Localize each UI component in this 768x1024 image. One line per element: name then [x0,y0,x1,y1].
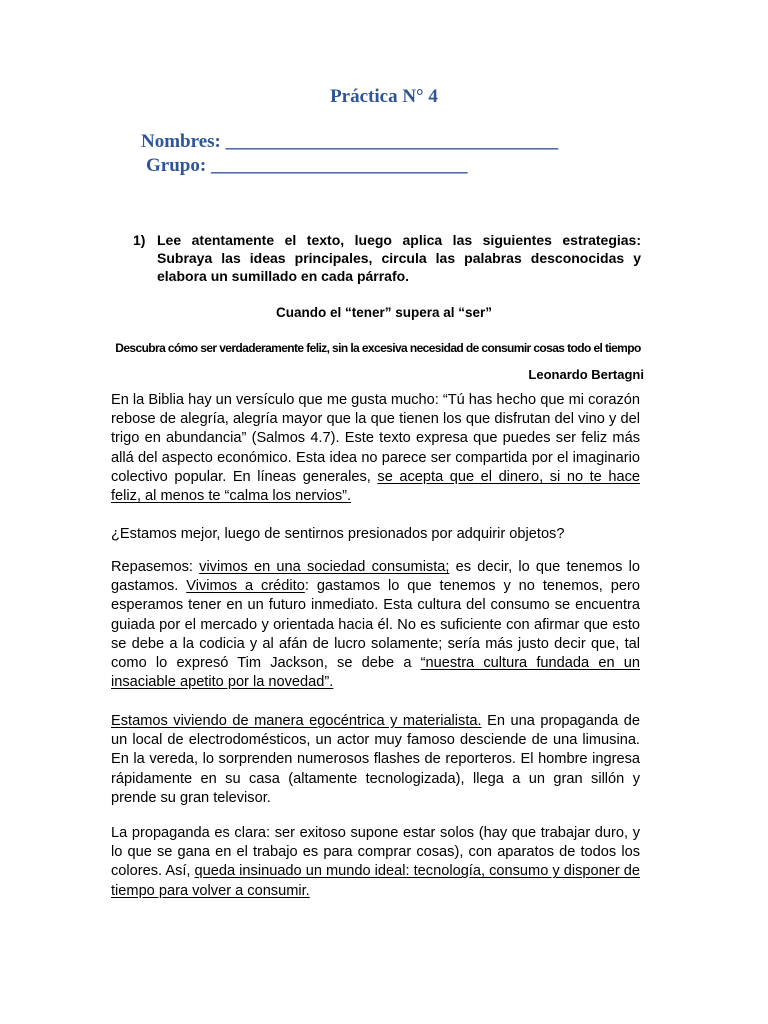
article-author: Leonardo Bertagni [528,367,644,382]
paragraph-3-underlined-3: “nuestra cultura fundada en un insaciable apetito por la novedad”. [111,655,640,691]
paragraph-1-text: En la Biblia hay un versículo que me gusta mucho: “Tú has hecho que mi corazón rebose de alegría, alegría mayor que la que tienen los que disfrutan del vino y del trigo en abundancia” (Salmos 4.7). Este texto expresa que puedes ser feliz más allá del aspecto económico. Esta idea no parece ser compartida por el imaginario colectivo popular. En líneas generales, [111,392,640,485]
paragraph-3 [111,558,640,692]
instruction-text: Lee atentamente el texto, luego aplica las siguientes estrategias: Subraya las ideas principales, circula las palabras desconocidas y elabora un sumillado en cada párrafo. [157,232,641,284]
paragraph-4-underlined: Estamos viviendo de manera egocéntrica y materialista. [111,713,482,729]
paragraph-3-text-c: : gastamos lo que tenemos y no tenemos, pero esperamos tener en un futuro inmediato. Esta cultura del consumo se encuentra guiada por el mercado y orientada hacia él. No es suficiente con afirmar que esto se debe a la codicia y al afán de lucro solamente; sería más justo decir que, tal como lo expresó Tim Jackson, se debe a [111,578,640,672]
paragraph-1-underlined: se acepta que el dinero, si no te hace feliz, al menos te “calma los nervios”. [111,468,640,505]
instruction-item [133,231,641,285]
grupo-field [146,155,467,177]
grupo-blank: ___________________________ [210,155,468,176]
paragraph-4 [111,712,640,808]
paragraph-3-underlined-1: vivimos en una sociedad consumista; [199,559,450,575]
nombres-blank: ___________________________________ [225,131,559,152]
nombres-label: Nombres: [141,131,226,152]
paragraph-1 [111,391,640,506]
grupo-label: Grupo: [146,155,211,176]
paragraph-5-text: La propaganda es clara: ser exitoso supone estar solos (hay que trabajar duro, y lo que se gana en el trabajo es para comprar cosas), con aparatos de todos los colores. Así, [111,825,640,880]
paragraph-5-underlined: queda insinuado un mundo ideal: tecnología, consumo y disponer de tiempo para volver a consumir. [111,863,640,899]
instruction-number: 1) [133,232,146,248]
page-title: Práctica N° 4 [330,86,438,107]
paragraph-3-text-b: es decir, lo que tenemos lo gastamos. [111,559,641,595]
nombres-field [141,131,558,153]
paragraph-3-text-a: Repasemos: [111,559,200,575]
paragraph-5 [111,824,640,901]
paragraph-2: ¿Estamos mejor, luego de sentirnos presionados por adquirir objetos? [111,526,565,542]
article-title: Cuando el “tener” supera al “ser” [275,305,493,320]
article-subtitle: Descubra cómo ser verdaderamente feliz, sin la excesiva necesidad de consumir cosas todo el tiempo [115,341,641,355]
paragraph-3-underlined-2: Vivimos a crédito [186,578,305,595]
paragraph-4-text: En una propaganda de un local de electrodomésticos, un actor muy famoso desciende de una limusina. En la vereda, lo sorprenden numerosos flashes de reporteros. El hombre ingresa rápidamente en su casa (altamente tecnologizada), llega a un gran sillón y prende su gran televisor. [111,713,640,806]
